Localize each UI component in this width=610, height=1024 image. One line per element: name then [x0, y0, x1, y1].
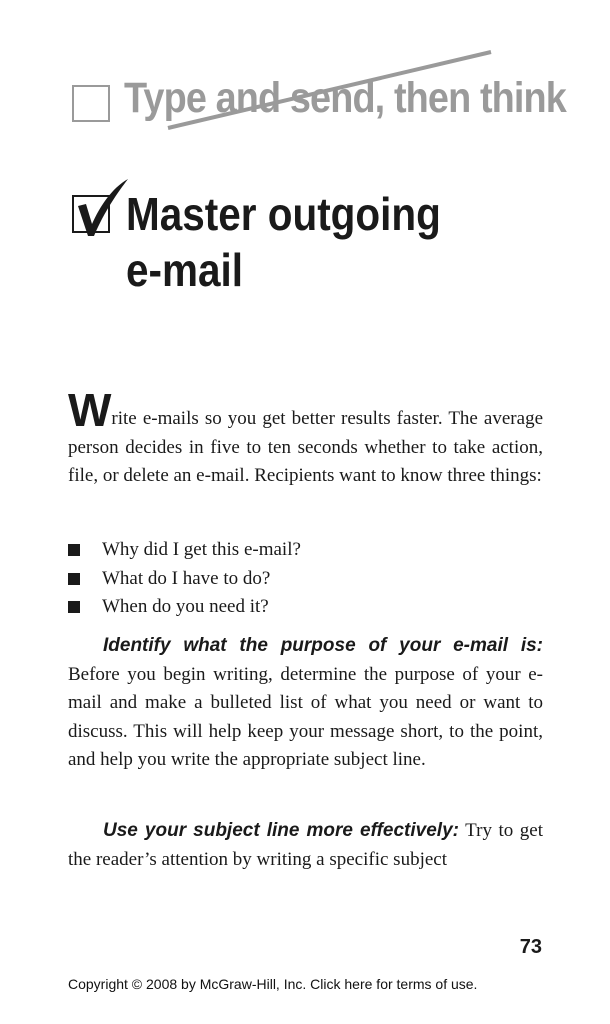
bullet-list — [68, 536, 301, 622]
list-item-text: Why did I get this e-mail? — [102, 539, 301, 560]
subject-line-run-in-heading: Use your subject line more effectively: — [103, 820, 459, 841]
purpose-text: Before you begin writing, determine the purpose of your e-mail and make a bulleted list of what you need or want to discuss. This will help keep your message short, to the point, and help you write the appropriate subject line. — [68, 663, 543, 770]
square-bullet-icon — [68, 573, 80, 585]
crossed-out-heading: Type and send, then think — [124, 74, 566, 122]
list-item — [68, 565, 301, 594]
drop-cap: W — [68, 384, 112, 436]
purpose-run-in-heading: Identify what the purpose of your e-mail is: — [103, 635, 543, 656]
square-bullet-icon — [68, 601, 80, 613]
list-item-text: What do I have to do? — [102, 567, 271, 589]
strikethrough-line — [0, 0, 610, 140]
page-number: 73 — [519, 936, 542, 958]
intro-paragraph — [68, 384, 543, 491]
list-item-text: When do you need it? — [102, 596, 269, 617]
copyright-link[interactable]: Copyright © 2008 by McGraw-Hill, Inc. Click here for terms of use. — [68, 976, 478, 992]
heading-line-2: e-mail — [126, 244, 243, 296]
list-item — [68, 536, 301, 565]
page-heading — [126, 186, 441, 298]
square-bullet-icon — [68, 544, 80, 556]
heading-line-1: Master outgoing — [126, 188, 441, 240]
purpose-paragraph — [68, 632, 543, 775]
subject-line-text: Try to get the reader’s attention by writing a specific subject — [68, 820, 543, 870]
intro-text: rite e-mails so you get better results faster. The average person decides in five to ten seconds whether to take action, file, or delete an e-mail. Recipients want to know three things: — [68, 408, 543, 486]
list-item — [68, 593, 301, 622]
checkmark-icon — [72, 176, 132, 238]
subject-line-paragraph — [68, 817, 543, 874]
